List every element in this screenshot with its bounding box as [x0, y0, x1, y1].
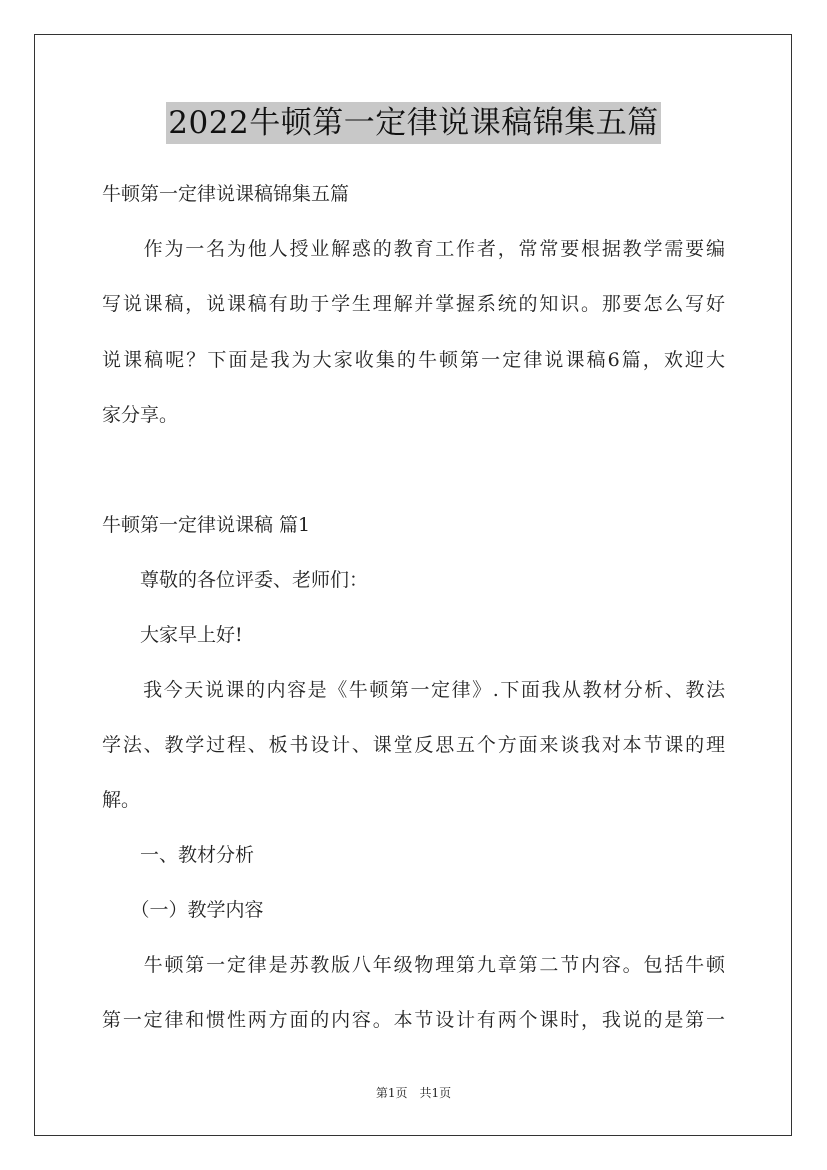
- body-line: 我今天说课的内容是《牛顿第一定律》.下面我从教材分析、教法: [102, 679, 725, 701]
- body-line: （一）教学内容: [102, 899, 264, 921]
- intro-line: 说课稿呢？下面是我为大家收集的牛顿第一定律说课稿6篇，欢迎大: [102, 349, 725, 371]
- body-line: 第一定律和惯性两方面的内容。本节设计有两个课时，我说的是第一: [102, 1009, 725, 1031]
- section-heading: 牛顿第一定律说课稿 篇1: [102, 514, 311, 536]
- body-line: 解。: [102, 789, 141, 811]
- document-subtitle: 牛顿第一定律说课稿锦集五篇: [102, 183, 350, 205]
- intro-line: 写说课稿，说课稿有助于学生理解并掌握系统的知识。那要怎么写好: [102, 293, 725, 315]
- body-line: 一、教材分析: [102, 844, 255, 866]
- page-footer: 第1页 共1页: [375, 1086, 452, 1100]
- body-line: 牛顿第一定律是苏教版八年级物理第九章第二节内容。包括牛顿: [102, 954, 725, 976]
- body-line: 大家早上好!: [102, 624, 243, 646]
- document-title: 2022牛顿第一定律说课稿锦集五篇: [166, 102, 660, 144]
- title-container: [0, 102, 827, 144]
- body-line: 学法、教学过程、板书设计、课堂反思五个方面来谈我对本节课的理: [102, 734, 725, 756]
- intro-line: 家分享。: [102, 404, 179, 426]
- intro-line: 作为一名为他人授业解惑的教育工作者，常常要根据教学需要编: [102, 238, 725, 260]
- body-line: 尊敬的各位评委、老师们：: [102, 569, 369, 591]
